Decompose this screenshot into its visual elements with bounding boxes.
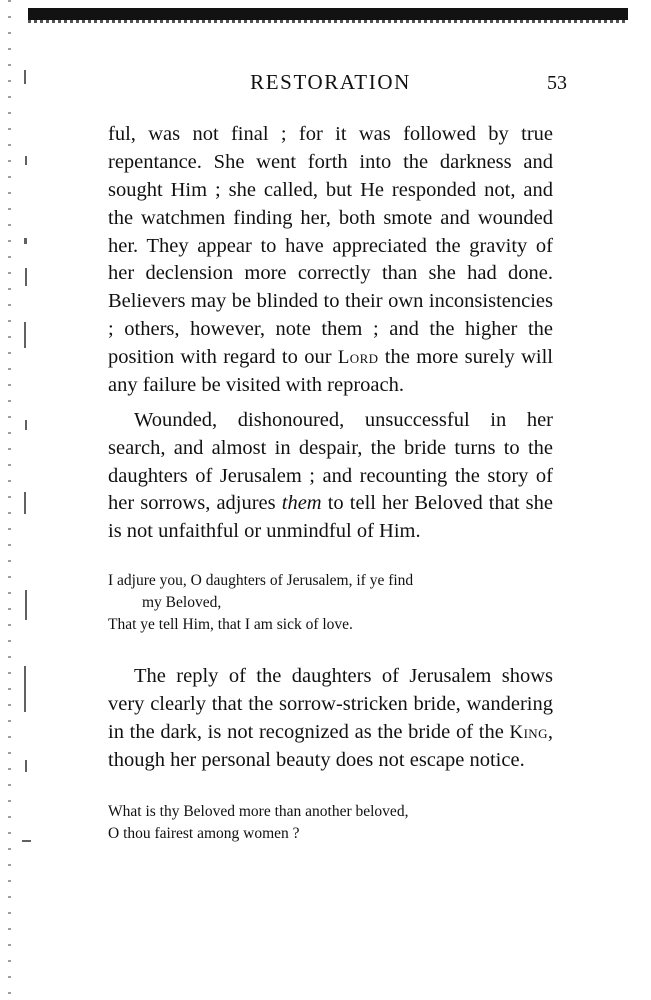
verse-line: What is thy Beloved more than another beloved,: [108, 802, 409, 820]
paragraph-2-text-a: Wounded, dishonoured, unsuccessful in her search, and almost in despair, the bride turns to the daughters of Jerusalem ; and recounting the story of her sorrows, adjures: [108, 408, 553, 515]
page-header: [108, 70, 567, 95]
paragraph-3: [108, 663, 553, 775]
paragraph-continued: [108, 121, 553, 400]
paragraph-2-italic-them: them: [281, 492, 322, 515]
paragraph-1-smallcaps-lord: Lord: [337, 347, 379, 368]
paragraph-3-smallcaps-king: King: [509, 721, 548, 743]
page-number: 53: [547, 72, 567, 94]
running-head: RESTORATION: [250, 70, 411, 94]
paragraph-2-text-b: to tell her Beloved that she is not unfaithful or unmindful of Him.: [108, 492, 553, 543]
quoted-verse-first: [108, 570, 553, 636]
spacer: [108, 636, 553, 656]
verse-line: That ye tell Him, that I am sick of love.: [108, 616, 353, 634]
verse-line: O thou fairest among women ?: [108, 824, 300, 842]
paragraph-3-text-b: , though her personal beauty does not escape notice.: [108, 720, 553, 771]
quoted-verse-second: [108, 801, 553, 845]
verse-line: I adjure you, O daughters of Jerusalem, if ye find: [108, 572, 414, 590]
paragraph-3-text-a: The reply of the daughters of Jerusalem shows very clearly that the sorrow-stricken bride, wandering in the dark, is not recognized as the bride of the: [108, 665, 553, 743]
verse-line: my Beloved,: [142, 594, 222, 612]
paragraph-2: [108, 407, 553, 546]
paragraph-1-text-b: the more surely will any failure be visited with reproach.: [108, 346, 553, 396]
paragraph-1-text-a: ful, was not final ; for it was followed by true repentance. She went forth into the darkness and sought Him ; she called, but He responded not, and the watchmen finding her, both smote and wounded her. They appear to have appreciated the gravity of her declension more correctly than she had done. Believers may be blinded to their own inconsistencies ; others, however, note them ; and the higher the position with regard to our: [108, 123, 553, 368]
